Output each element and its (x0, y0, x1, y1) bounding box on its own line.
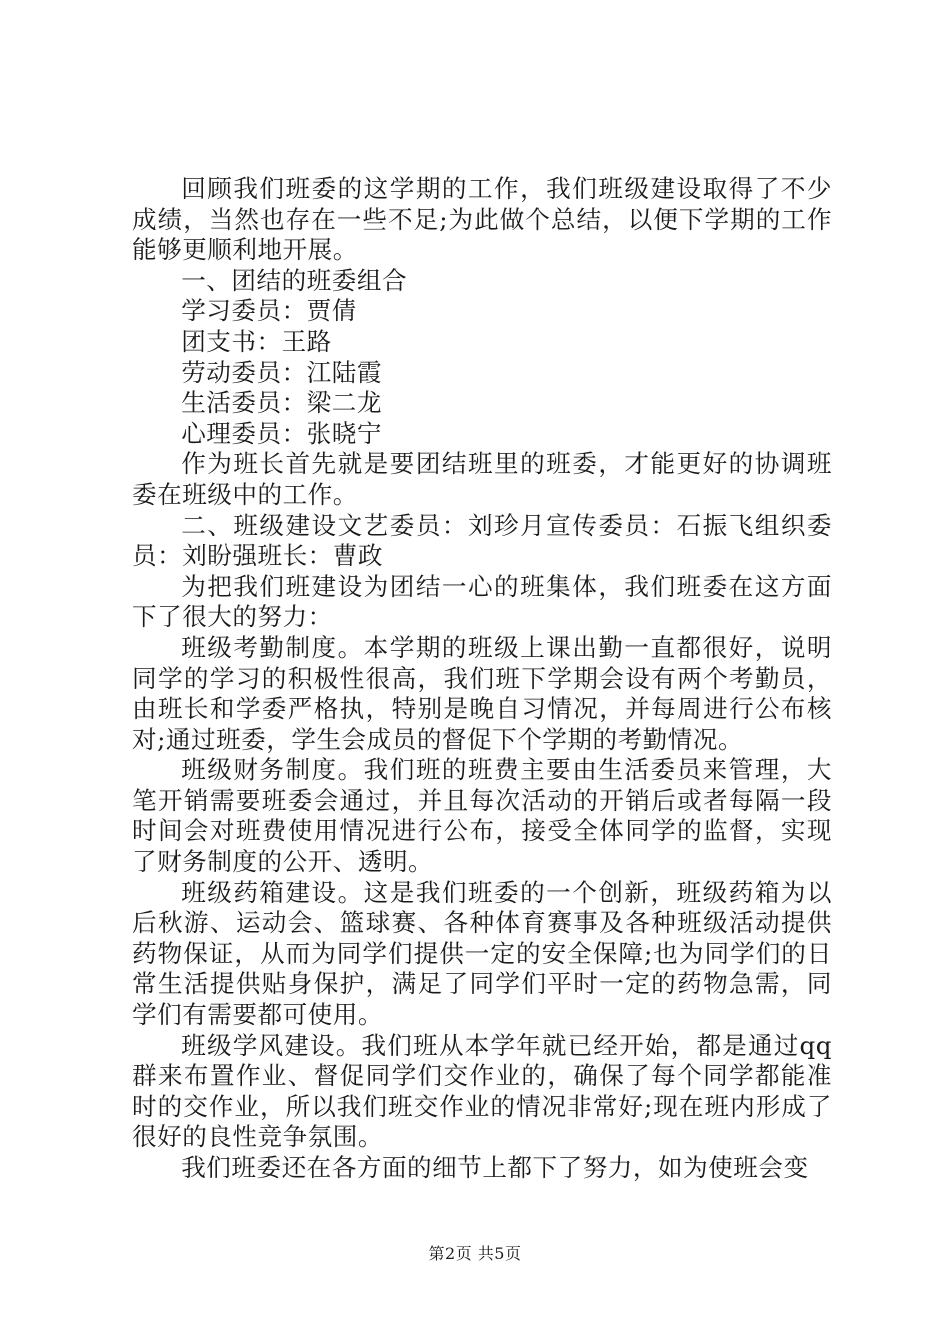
committee-member-study: 学习委员：贾倩 (181, 296, 357, 326)
section-heading-class-building: 二、班级建设文艺委员：刘珍月宣传委员：石振飞组织委员：刘盼强班长：曹政 (132, 510, 832, 571)
paragraph-medicine-kit: 班级药箱建设。这是我们班委的一个创新，班级药箱为以后秋游、运动会、篮球赛、各种体育赛事及各种班级活动提供药物保证，从而为同学们提供一定的安全保障;也为同学们的日常生活提供贴身保护，满足了同学们平时一定的药物急需，同学们有需要都可使用。 (132, 877, 832, 1030)
paragraph-monitor-role: 作为班长首先就是要团结班里的班委，才能更好的协调班委在班级中的工作。 (132, 449, 832, 509)
committee-member-psychology: 心理委员：张晓宁 (181, 418, 382, 448)
committee-member-league: 团支书：王路 (181, 326, 332, 356)
committee-member-life: 生活委员：梁二龙 (181, 388, 382, 418)
paragraph-effort: 为把我们班建设为团结一心的班集体，我们班委在这方面下了很大的努力： (132, 571, 832, 632)
paragraph-finance: 班级财务制度。我们班的班费主要由生活委员来管理，大笔开销需要班委会通过，并且每次活动的开销后或者每隔一段时间会对班费使用情况进行公布，接受全体同学的监督，实现了财务制度的公开、透明。 (132, 755, 832, 877)
paragraph-details: 我们班委还在各方面的细节上都下了努力，如为使班会变 (181, 1153, 809, 1182)
paragraph-attendance: 班级考勤制度。本学期的班级上课出勤一直都很好，说明同学的学习的积极性很高，我们班下学期会设有两个考勤员，由班长和学委严格执，特别是晚自习情况，并每周进行公布核对;通过班委，学生会成员的督促下个学期的考勤情况。 (132, 632, 832, 754)
paragraph-study-style: 班级学风建设。我们班从本学年就已经开始，都是通过qq群来布置作业、督促同学们交作业的，确保了每个同学都能准时的交作业，所以我们班交作业的情况非常好;现在班内形成了很好的良性竞争氛围。 (132, 1030, 832, 1152)
document-body (132, 174, 832, 1184)
page-number-footer: 第2页 共5页 (428, 1244, 522, 1263)
section-heading-unity: 一、团结的班委组合 (181, 265, 408, 295)
committee-member-labor: 劳动委员：江陆霞 (181, 357, 382, 387)
paragraph-intro: 回顾我们班委的这学期的工作，我们班级建设取得了不少成绩，当然也存在一些不足;为此做个总结，以便下学期的工作能够更顺利地开展。 (132, 174, 832, 265)
